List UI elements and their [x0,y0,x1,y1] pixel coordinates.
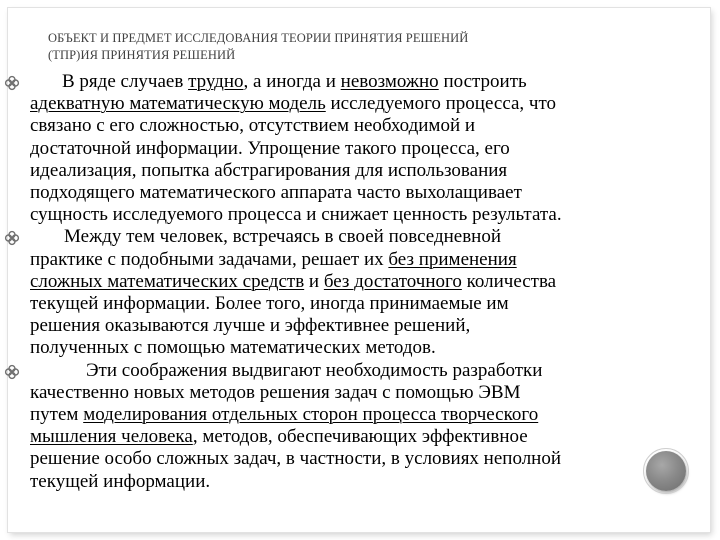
slide-body [30,71,702,493]
paragraph-line: полученных с помощью математических методов. [30,337,436,359]
title-line-1: ОБЪЕКТ И ПРЕДМЕТ ИССЛЕДОВАНИЯ ТЕОРИИ ПРИНЯТИЯ РЕШЕНИЙ [48,31,469,45]
paragraph-line: качественно новых методов решения задач с помощью ЭВМ [30,381,521,403]
paragraph-line: Эти соображения выдвигают необходимость разработки [86,359,543,381]
paragraph-1 [30,71,702,226]
flower-bullet-icon [4,364,20,380]
paragraph-line: достаточной информации. Упрощение такого процесса, его [30,137,510,159]
paragraph-3 [30,360,702,493]
flower-bullet-icon [4,75,20,91]
paragraph-line: В ряде случаев трудно, а иногда и невозможно построить [62,71,527,92]
paragraph-line: текущей информации. Более того, иногда принимаемые им [30,293,509,315]
paragraph-line: текущей информации. [30,470,211,492]
paragraph-line: сущность исследуемого процесса и снижает ценность результата. [30,204,562,226]
title-line-2: (ТПР)ИЯ ПРИНЯТИЯ РЕШЕНИЙ [48,48,236,62]
flower-bullet-icon [4,230,20,246]
paragraph-line: Между тем человек, встречаясь в своей повседневной [64,226,502,248]
paragraph-line: решения оказываются лучше и эффективнее решений, [30,315,471,337]
paragraph-line: идеализация, попытка абстрагирования для использования [30,159,508,181]
paragraph-2 [30,226,702,359]
paragraph-line: решение особо сложных задач, в частности, в условиях неполной [30,448,562,470]
paragraph-line: адекватную математическую модель исследуемого процесса, что [30,93,557,115]
paragraph-line: мышления человека, методов, обеспечивающих эффективное [30,426,528,448]
paragraph-line: подходящего математического аппарата часто выхолащивает [30,182,522,204]
slide-corner-circle [646,451,686,491]
paragraph-line: путем моделирования отдельных сторон процесса творческого [30,404,539,426]
paragraph-line: связано с его сложностью, отсутствием необходимой и [30,115,476,137]
slide-title [48,30,648,64]
paragraph-line: сложных математических средств и без достаточного количества [30,270,557,292]
paragraph-line: практике с подобными задачами, решает их без применения [30,248,517,270]
